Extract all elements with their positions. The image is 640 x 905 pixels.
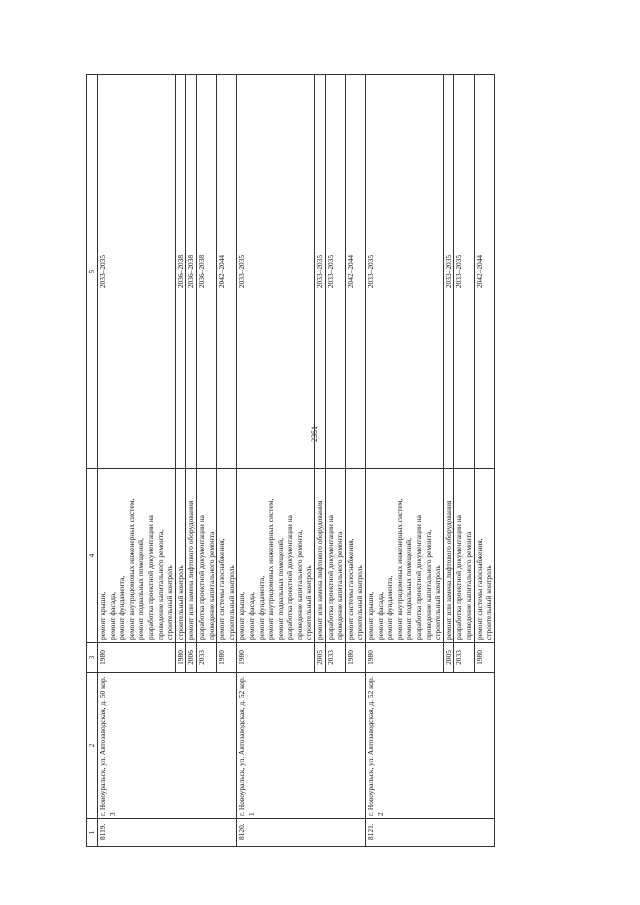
repair-works [454, 469, 474, 643]
repair-work-line: ремонт крыши, [366, 591, 376, 640]
repair-work-line: разработка проектной документации на [145, 515, 155, 640]
entry-number: 8121. [366, 819, 495, 847]
header-cell: 4 [87, 469, 98, 643]
planned-period: 2033–2035 [237, 75, 315, 469]
repair-works [366, 469, 444, 643]
entry-number: 8120. [237, 819, 366, 847]
repair-work-line: ремонт крыши, [237, 591, 247, 640]
header-cell: 1 [87, 819, 98, 847]
repair-work-line: разработка проектной документации на [325, 515, 335, 640]
planned-period: 2033–2035 [443, 75, 454, 469]
commission-year: 2005 [315, 643, 326, 673]
repair-work-line: строительный контроль [226, 565, 236, 640]
page-number: 2351 [310, 426, 319, 442]
repair-work-line: проведение капитального ремонта, [155, 529, 165, 640]
repair-work-line: строительный контроль [484, 565, 494, 640]
commission-year: 1980 [237, 643, 315, 673]
header-cell: 5 [87, 75, 98, 469]
entry-number: 8119. [98, 819, 237, 847]
capital-repair-table [86, 74, 495, 847]
repair-work-line: ремонт внутридомовых инженерных систем, [126, 498, 136, 640]
planned-period: 2033–2035 [366, 75, 444, 469]
repair-work-line: ремонт подвальных помещений, [136, 538, 146, 640]
building-address: г. Новоуральск, ул. Автозаводская, д. 50 кор. 3 [98, 673, 237, 819]
repair-work-line: разработка проектной документации на [285, 515, 295, 640]
repair-works [98, 469, 176, 643]
commission-year: 2005 [443, 643, 454, 673]
commission-year: 1980 [175, 643, 186, 673]
commission-year: 2033 [325, 643, 345, 673]
repair-work-line: проведение капитального ремонта [463, 531, 473, 640]
repair-work-line: ремонт подвальных помещений, [275, 538, 285, 640]
table-body [98, 75, 495, 847]
repair-work-line: ремонт системы газоснабжения, [345, 538, 355, 640]
building-address: г. Новоуральск, ул. Автозаводская, д. 52 кор. 2 [366, 673, 495, 819]
repair-work-line: ремонт фундамента, [256, 575, 266, 640]
repair-work-line: разработка проектной документации на [414, 515, 423, 640]
repair-work-line: разработка проектной документации на [454, 515, 464, 640]
repair-works [474, 469, 494, 643]
rotated-table-frame [86, 75, 589, 847]
table-row [366, 75, 444, 847]
header-row [87, 75, 98, 847]
repair-works [217, 469, 237, 643]
repair-work-line: ремонт фундамента, [117, 575, 127, 640]
planned-period: 2036–2038 [186, 75, 197, 469]
repair-works [345, 469, 365, 643]
commission-year: 2033 [196, 643, 216, 673]
repair-work-line: ремонт системы газоснабжения, [217, 538, 227, 640]
repair-work-line: строительный контроль [165, 565, 175, 640]
table-row [237, 75, 315, 847]
repair-work-line: проведение капитального ремонта [206, 531, 216, 640]
commission-year: 1980 [366, 643, 444, 673]
planned-period: 2033–2035 [325, 75, 345, 469]
repair-work-line: строительный контроль [433, 565, 443, 640]
building-address: г. Новоуральск, ул. Автозаводская, д. 52 кор. 1 [237, 673, 366, 819]
commission-year: 1980 [474, 643, 494, 673]
planned-period: 2042–2044 [474, 75, 494, 469]
repair-works [443, 469, 454, 643]
repair-works [186, 469, 197, 643]
planned-period: 2033–2035 [98, 75, 176, 469]
repair-work-line: строительный контроль [175, 565, 185, 640]
repair-work-line: проведение капитального ремонта, [294, 529, 304, 640]
repair-work-line: ремонт внутридомовых инженерных систем, [394, 498, 404, 640]
repair-work-line: ремонт подвальных помещений, [404, 538, 414, 640]
planned-period: 2042–2044 [345, 75, 365, 469]
header-cell: 2 [87, 673, 98, 819]
commission-year: 2006 [186, 643, 197, 673]
repair-work-line: ремонт фасада, [246, 592, 256, 640]
repair-work-line: ремонт крыши, [98, 591, 107, 640]
table-row [98, 75, 176, 847]
planned-period: 2033–2035 [315, 75, 326, 469]
commission-year: 2033 [454, 643, 474, 673]
repair-work-line: ремонт фундамента, [385, 575, 395, 640]
repair-work-line: строительный контроль [304, 565, 314, 640]
repair-work-line: строительный контроль [355, 565, 365, 640]
planned-period: 2042–2044 [217, 75, 237, 469]
repair-work-line: ремонт или замена лифтового оборудования [315, 500, 325, 640]
repair-works [325, 469, 345, 643]
repair-work-line: ремонт фасада, [375, 592, 385, 640]
repair-work-line: ремонт системы газоснабжения, [474, 538, 484, 640]
repair-works [237, 469, 315, 643]
repair-work-line: ремонт или замена лифтового оборудования [443, 500, 453, 640]
commission-year: 1980 [217, 643, 237, 673]
commission-year: 1980 [345, 643, 365, 673]
planned-period: 2036–2038 [196, 75, 216, 469]
repair-work-line: ремонт фасада, [107, 592, 117, 640]
repair-works [175, 469, 186, 643]
repair-work-line: проведение капитального ремонта [335, 531, 345, 640]
repair-works [196, 469, 216, 643]
planned-period: 2033–2035 [454, 75, 474, 469]
repair-works [315, 469, 326, 643]
planned-period: 2036–2038 [175, 75, 186, 469]
commission-year: 1980 [98, 643, 176, 673]
repair-work-line: ремонт внутридомовых инженерных систем, [266, 498, 276, 640]
repair-work-line: проведение капитального ремонта, [423, 529, 433, 640]
header-cell: 3 [87, 643, 98, 673]
repair-work-line: ремонт или замена лифтового оборудования [186, 500, 196, 640]
repair-work-line: разработка проектной документации на [196, 515, 206, 640]
